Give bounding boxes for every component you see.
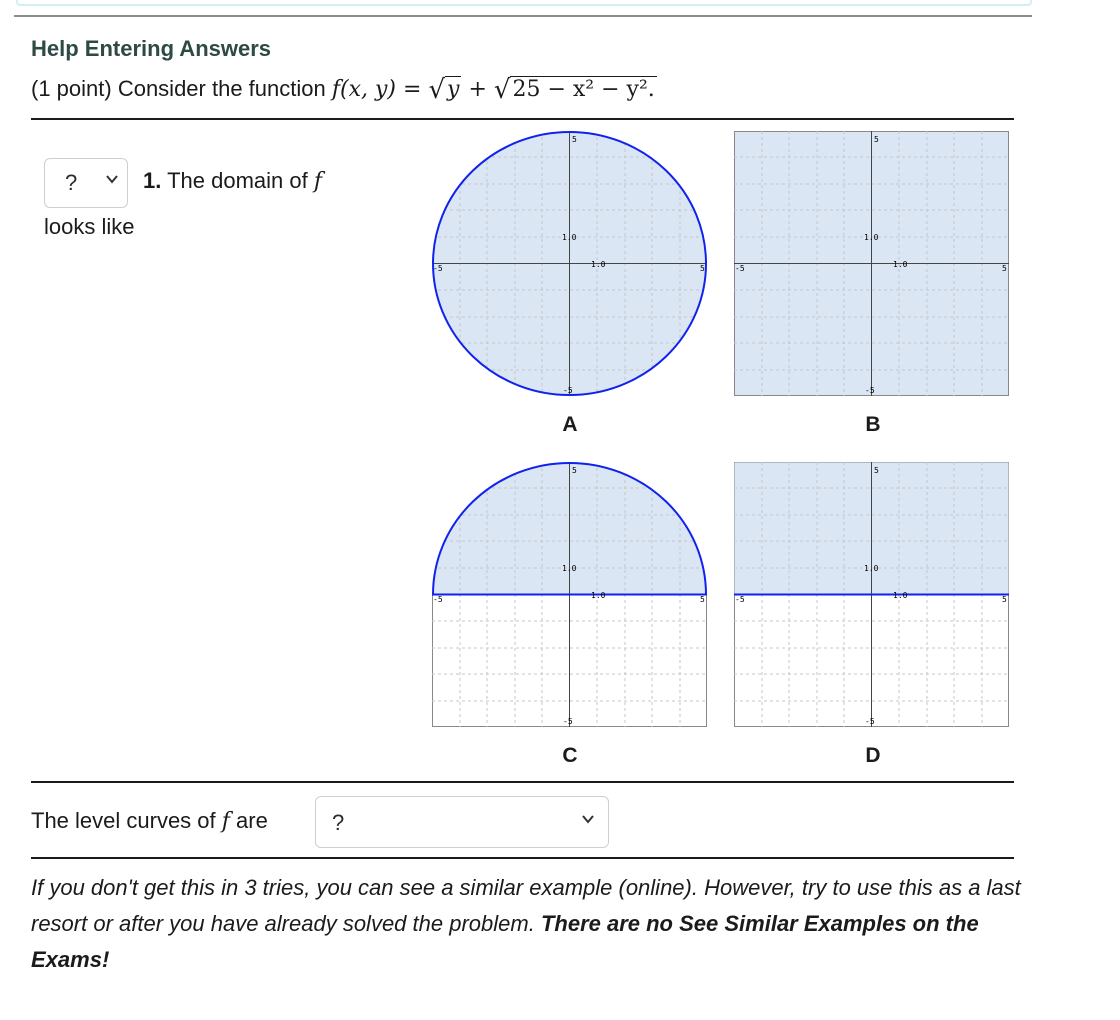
question2-prompt: The level curves of bbox=[31, 808, 216, 833]
tick-label-max: 5 bbox=[1002, 264, 1007, 273]
problem-prefix: (1 point) Consider the function bbox=[31, 76, 326, 101]
equals-sign: = bbox=[403, 77, 422, 102]
tick-label-unit: 1.0 bbox=[562, 233, 577, 242]
graph-d-svg bbox=[734, 462, 1009, 727]
graph-option-b[interactable] bbox=[734, 131, 1009, 396]
radicand-y: y bbox=[447, 77, 460, 102]
function-formula bbox=[331, 75, 657, 105]
question1-prompt: The domain of bbox=[167, 168, 308, 193]
sqrt-expression bbox=[494, 75, 657, 105]
help-note-text: If you don't get this in 3 tries, you can see a similar example (online). However, try to use this as a last resort or after you have already solved the problem. bbox=[31, 875, 1021, 936]
tick-label-unit: 1.0 bbox=[864, 233, 879, 242]
domain-select-value: ? bbox=[65, 170, 78, 195]
tick-label-unit: 1.0 bbox=[591, 591, 606, 600]
graph-b-svg bbox=[734, 131, 1009, 396]
radicand-expression: 25 − x² − y². bbox=[512, 77, 655, 102]
function-vars: (x, y) bbox=[340, 77, 397, 102]
tick-label-unit: 1.0 bbox=[893, 591, 908, 600]
question1-continuation: looks like bbox=[44, 214, 135, 239]
graph-option-a[interactable] bbox=[432, 131, 707, 396]
tick-label-max: 5 bbox=[700, 264, 705, 273]
top-divider bbox=[14, 15, 1032, 17]
tick-label-min: -5 bbox=[865, 717, 875, 726]
help-entering-answers-link[interactable]: Help Entering Answers bbox=[31, 36, 272, 61]
graph-label-d: D bbox=[865, 744, 881, 767]
question2-suffix: are bbox=[236, 808, 268, 833]
problem-statement bbox=[31, 75, 657, 105]
tick-label-min: -5 bbox=[735, 595, 745, 604]
graph-option-c[interactable] bbox=[432, 462, 707, 727]
question1-text bbox=[143, 168, 322, 194]
graph-label-a: A bbox=[562, 413, 578, 436]
chevron-down-icon bbox=[581, 812, 595, 826]
graph-a-svg bbox=[432, 131, 707, 396]
level-curves-select-value: ? bbox=[332, 810, 345, 835]
sqrt-y bbox=[428, 75, 461, 105]
level-curves-select[interactable] bbox=[315, 796, 609, 848]
function-var: f bbox=[313, 169, 322, 194]
radical-sign: √ bbox=[428, 75, 446, 105]
tick-label-max: 5 bbox=[874, 135, 879, 144]
top-accent-bar bbox=[16, 0, 1032, 6]
tick-label-min: -5 bbox=[433, 264, 443, 273]
tick-label-max: 5 bbox=[572, 135, 577, 144]
graph-c-svg bbox=[432, 462, 707, 727]
tick-label-max: 5 bbox=[1002, 595, 1007, 604]
section-divider bbox=[31, 118, 1014, 120]
tick-label-unit: 1.0 bbox=[864, 564, 879, 573]
tick-label-min: -5 bbox=[865, 386, 875, 395]
tick-label-unit: 1.0 bbox=[562, 564, 577, 573]
function-var: f bbox=[221, 809, 230, 834]
tick-label-min: -5 bbox=[433, 595, 443, 604]
domain-answer-select[interactable] bbox=[44, 158, 128, 208]
tick-label-max: 5 bbox=[572, 466, 577, 475]
tick-label-min: -5 bbox=[735, 264, 745, 273]
tick-label-unit: 1.0 bbox=[893, 260, 908, 269]
chevron-down-icon bbox=[105, 172, 119, 186]
question-number: 1. bbox=[143, 168, 162, 193]
section-divider bbox=[31, 857, 1014, 859]
tick-label-min: -5 bbox=[563, 386, 573, 395]
help-note bbox=[31, 870, 1021, 978]
tick-label-max: 5 bbox=[874, 466, 879, 475]
tick-label-min: -5 bbox=[563, 717, 573, 726]
question2-text bbox=[31, 808, 268, 834]
graph-label-b: B bbox=[865, 413, 881, 436]
plus-sign: + bbox=[468, 77, 487, 102]
help-note-emphasis: There are no See Similar Examples on the Exams! bbox=[31, 911, 979, 972]
radical-sign: √ bbox=[493, 75, 511, 105]
graph-option-d[interactable] bbox=[734, 462, 1009, 727]
graph-label-c: C bbox=[562, 744, 578, 767]
tick-label-unit: 1.0 bbox=[591, 260, 606, 269]
tick-label-max: 5 bbox=[700, 595, 705, 604]
section-divider bbox=[31, 781, 1014, 783]
function-name: f bbox=[331, 77, 341, 102]
